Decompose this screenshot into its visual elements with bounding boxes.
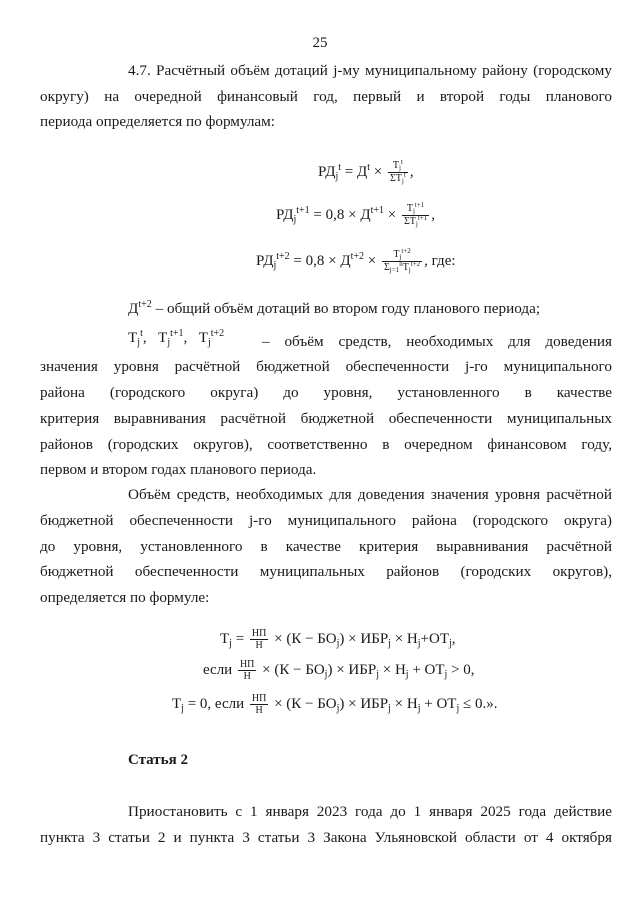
text-line: периода определяется по формулам:	[40, 113, 275, 130]
formula-text: ×	[363, 252, 380, 269]
subscript: j	[376, 668, 379, 680]
formula-text: +ОТ	[420, 630, 449, 647]
formula-symbol: Д	[128, 300, 139, 317]
numerator: НП	[251, 628, 267, 639]
subscript: j	[399, 253, 402, 261]
formula-text: × H	[390, 630, 418, 647]
superscript: t+1	[370, 204, 384, 216]
formula-text: ≤ 0.».	[459, 695, 498, 712]
fraction	[388, 160, 408, 185]
superscript: t+1	[296, 204, 310, 216]
superscript: t	[338, 161, 342, 173]
text-line: первом и втором годах планового периода.	[40, 461, 317, 478]
page-number: 25	[312, 35, 328, 51]
subscript: j	[293, 213, 297, 225]
formula-text: ) × ИБР	[339, 630, 389, 647]
denominator: ΣT	[389, 173, 402, 184]
formula-text: ,	[409, 163, 414, 180]
formula-text: если	[203, 661, 236, 678]
sum-lower-limit: j=1	[389, 266, 400, 274]
formula-text: ,	[431, 206, 435, 223]
sum-upper-limit: n	[399, 260, 403, 268]
text-line: – объём средств, необходимых для доведения	[262, 333, 612, 350]
numerator: T	[393, 249, 400, 260]
subscript: j	[207, 337, 211, 348]
text-line: значения уровня расчётной бюджетной обеспеченности j-го муниципального	[40, 358, 612, 375]
formula-text: ×	[383, 206, 400, 223]
text-line: бюджетной обеспеченности муниципальных районов (городских округов),	[40, 563, 612, 580]
subscript: j	[388, 637, 391, 649]
fraction	[382, 249, 422, 274]
superscript: t+1	[170, 328, 184, 339]
numerator: T	[392, 160, 399, 171]
superscript: t+2	[350, 250, 364, 262]
subscript: j	[137, 337, 141, 348]
subscript: j	[405, 668, 409, 680]
subscript: j	[273, 259, 277, 271]
subscript: j	[335, 170, 339, 182]
numerator: T	[406, 203, 413, 214]
subscript: j	[456, 702, 460, 714]
formula-tj-line1: $T_j$ = $\frac{НП}{Н}$ × $(К - БО_j) \times ИБР_j \times H_j+ОТ_j$,	[220, 628, 456, 651]
formula-symbol: РД	[318, 163, 336, 180]
formula-text: × (К − БО	[270, 630, 337, 647]
subscript: j	[398, 164, 401, 172]
subscript: j	[401, 177, 404, 185]
article-heading: Статья 2	[128, 752, 188, 768]
definition-symbols: Tj$^t$, $Tj^{t+1}$, $Tj^{t+2}$	[128, 328, 225, 348]
subscript: j	[388, 702, 391, 714]
definition-d-t2	[128, 300, 540, 318]
denominator: Н	[255, 640, 263, 651]
text-line: округу) на очередной финансовый год, первый и второй годы планового	[40, 88, 612, 105]
subscript: j	[336, 637, 340, 649]
denominator: Н	[243, 671, 251, 682]
subscript: j	[229, 637, 232, 649]
superscript: t	[140, 328, 143, 339]
sum-sign: Σ	[383, 262, 390, 273]
fraction	[250, 693, 268, 716]
fraction	[250, 628, 268, 651]
formula-text: = 0,8 × Д	[309, 206, 371, 223]
superscript: t	[400, 158, 403, 166]
formula-tj-line2: если $\frac{НП}{Н}$ × $(К - БО_j) \times ИБР_j \times H_j + ОТ_j > 0$,	[203, 659, 475, 682]
subscript: j	[412, 207, 415, 215]
formula-symbol: T	[172, 695, 182, 712]
formula-text: > 0,	[447, 661, 475, 678]
superscript: t+2	[410, 260, 421, 268]
formula-text: ) × ИБР	[327, 661, 377, 678]
subscript: j	[444, 668, 448, 680]
subscript: j	[324, 668, 328, 680]
formula-text: × H	[378, 661, 406, 678]
formula-symbol: РД	[276, 206, 294, 223]
text-line: Объём средств, необходимых для доведения значения уровня расчётной	[128, 486, 612, 503]
fraction	[238, 659, 256, 682]
subscript: j	[408, 266, 411, 274]
formula-text: × H	[390, 695, 418, 712]
numerator: НП	[239, 659, 255, 670]
formula-symbol: T	[198, 329, 208, 346]
text-line: критерия выравнивания расчётной бюджетной обеспеченности муниципальных	[40, 410, 612, 427]
denominator: Н	[255, 705, 263, 716]
text-line: бюджетной обеспеченности j-го муниципального района (городского округа)	[40, 512, 612, 529]
definition-text: – общий объём дотаций во втором году планового периода;	[151, 300, 541, 317]
superscript: t+2	[210, 328, 225, 339]
formula-text: = Д	[341, 163, 368, 180]
subscript: j	[417, 637, 421, 649]
text-line: районов (городских округов), соответственно в очередном финансовом году,	[40, 436, 612, 453]
formula-symbol: T	[220, 630, 230, 647]
superscript: t+1	[417, 214, 428, 222]
superscript: t+1	[414, 201, 425, 209]
text-line: пункта 3 статьи 2 и пункта 3 статьи 3 Закона Ульяновской области от 4 октября	[40, 829, 612, 846]
text-line: района (городского округа) до уровня, установленного в качестве	[40, 384, 612, 401]
text-line: 4.7. Расчётный объём дотаций j-му муниципальному району (городскому	[128, 62, 612, 79]
superscript: t+2	[138, 299, 152, 310]
formula-text: ,	[451, 630, 456, 647]
fraction	[402, 203, 429, 228]
text-line: Приостановить с 1 января 2023 года до 1 января 2025 года действие	[128, 803, 612, 820]
formula-symbol: РД	[256, 252, 274, 269]
formula-text: ×	[370, 163, 386, 180]
text-line: определяется по формуле:	[40, 589, 210, 606]
formula-text: = 0, если	[183, 695, 248, 712]
formula-rd-t1	[276, 203, 435, 228]
numerator: НП	[251, 693, 267, 704]
formula-rd-t2	[256, 249, 456, 274]
formula-text: = 0,8 × Д	[289, 252, 351, 269]
formula-symbol: T	[128, 329, 138, 346]
formula-text: × (К − БО	[258, 661, 325, 678]
formula-rd-t	[318, 160, 414, 185]
formula-text: × (К − БО	[270, 695, 337, 712]
text-line: до уровня, установленного в качестве критерия выравнивания расчётной	[40, 538, 612, 555]
subscript: j	[181, 702, 184, 714]
superscript: t	[403, 171, 406, 179]
superscript: t+2	[276, 250, 290, 262]
subscript: j	[336, 702, 340, 714]
subscript: j	[167, 337, 171, 348]
superscript: t+2	[401, 247, 411, 255]
formula-text: , где:	[424, 252, 456, 269]
formula-symbol: T	[158, 329, 168, 346]
denominator: ΣT	[403, 216, 416, 227]
denominator: T	[402, 262, 409, 273]
formula-tj-line3: $T_j = 0$, если $\frac{НП}{Н}$ × $(К - БО_j) \times ИБР_j \times H_j + ОТ_j \le 0$.».	[172, 693, 498, 716]
superscript: t	[367, 161, 370, 173]
subscript: j	[449, 637, 452, 649]
subscript: j	[417, 702, 421, 714]
subscript: j	[415, 220, 418, 228]
formula-text: ) × ИБР	[339, 695, 389, 712]
